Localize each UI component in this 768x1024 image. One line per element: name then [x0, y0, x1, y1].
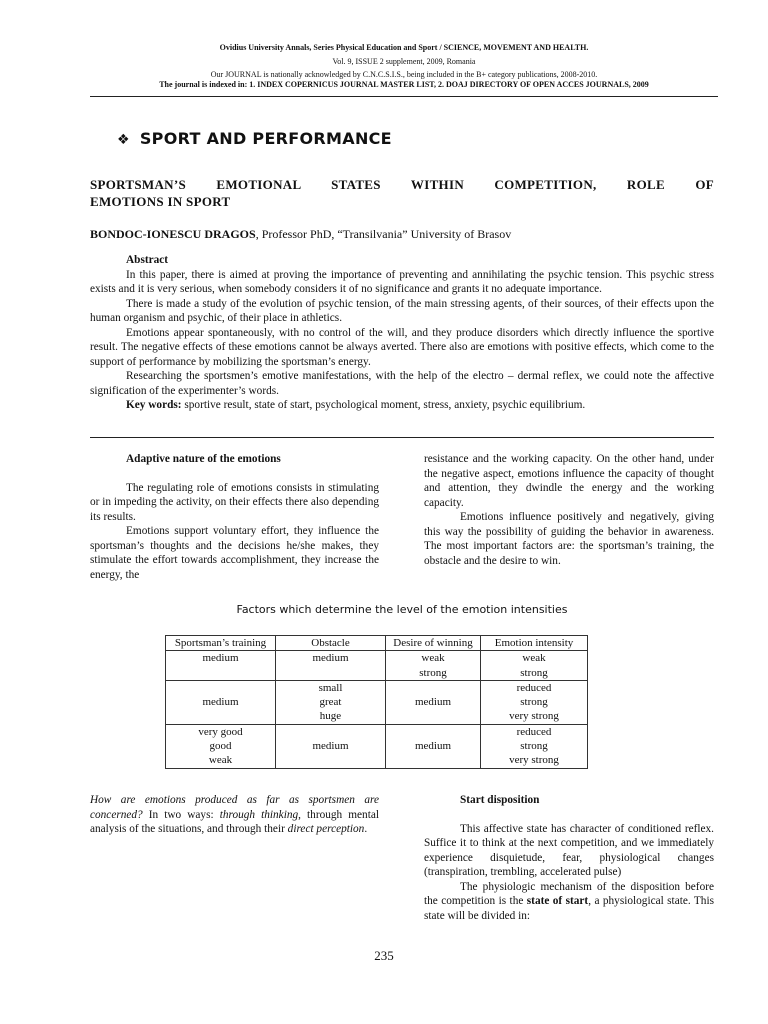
bold-text: state of start	[526, 895, 589, 907]
abstract-paragraph: In this paper, there is aimed at proving the importance of preventing and annihilating the psychic tension. This psychic stress exists and it is very serious, when somebody considers it of no significance and grants it no adequate importance.	[90, 268, 714, 295]
keywords	[90, 398, 714, 413]
article-title-line1: SPORTSMAN’S EMOTIONAL STATES WITHIN COMPETITION, ROLE OF	[90, 177, 714, 192]
abstract-paragraph: Researching the sportsmen’s emotive manifestations, with the help of the electro – dermal reflex, we could note the affective signification of the experimenter’s words.	[90, 370, 714, 397]
italic-text: How are emotions produced as far as sportsmen are concerned?	[90, 794, 379, 821]
section-title: SPORT AND PERFORMANCE	[139, 129, 392, 148]
body-paragraph	[424, 880, 714, 924]
section-heading	[117, 129, 392, 148]
right-column-bottom	[424, 793, 714, 923]
subsection-heading: Adaptive nature of the emotions	[126, 453, 281, 465]
table-cell: reduced strong very strong	[481, 724, 588, 768]
body-paragraph: This affective state has character of conditioned reflex. Suffice it to think at the next competition, and we immediately experience disquietude, fear, physiological changes (transpiration, trembling, accelerated pulse)	[424, 822, 714, 878]
header-rule	[90, 96, 718, 97]
body-paragraph	[90, 793, 379, 837]
table-cell: weak strong	[386, 651, 481, 681]
table-row	[166, 680, 588, 724]
article-title	[90, 176, 714, 210]
table-row	[166, 724, 588, 768]
table-header-cell: Emotion intensity	[481, 636, 588, 651]
keywords-label: Key words:	[126, 399, 182, 411]
left-column-bottom	[90, 793, 379, 837]
italic-text: direct perception	[287, 823, 365, 835]
table-cell: weak strong	[481, 651, 588, 681]
abstract-heading: Abstract	[126, 254, 169, 266]
table-header-row	[166, 636, 588, 651]
keywords-text: sportive result, state of start, psychological moment, stress, anxiety, psychic equilibrium.	[181, 399, 586, 411]
body-paragraph: Emotions influence positively and negatively, giving this way the possibility of guiding the behavior in awareness. The most important factors are: the sportsman’s training, the obstacle and the desire to win.	[424, 511, 714, 567]
journal-title: Ovidius University Annals, Series Physical Education and Sport / SCIENCE, MOVEMENT AND HEALTH.	[219, 43, 589, 52]
journal-accreditation: Our JOURNAL is nationally acknowledged by C.N.C.S.I.S., being included in the B+ category publications, 2008-2010.	[210, 70, 598, 79]
table-cell: very good good weak	[166, 724, 276, 768]
body-paragraph: Emotions support voluntary effort, they influence the sportsman’s thoughts and the decisions he/she makes, they stimulate the effort towards accomplishment, they increase the energy, the	[90, 525, 379, 581]
body-paragraph: resistance and the working capacity. On the other hand, under the negative aspect, emotions influence the capacity of thought and attention, they dwindle the energy and the working capacity.	[424, 453, 714, 509]
text-span: .	[364, 823, 368, 835]
table-cell: medium	[276, 724, 386, 768]
abstract-rule	[90, 437, 714, 438]
text-span: , a physiological state. This state will be divided in:	[424, 895, 714, 922]
table-cell: small great huge	[276, 680, 386, 724]
table-cell: medium	[166, 680, 276, 724]
abstract	[90, 253, 714, 413]
journal-indexing: The journal is indexed in: 1. INDEX COPERNICUS JOURNAL MASTER LIST, 2. DOAJ DIRECTORY OF OPEN ACCES JOURNALS, 2009	[159, 80, 649, 89]
italic-text: through thinking	[219, 808, 299, 821]
body-paragraph: The regulating role of emotions consists in stimulating or in impeding the activity, on their effects there also depending its results.	[90, 481, 379, 523]
text-span: , through mental analysis of the situations, and through their	[90, 808, 379, 835]
table-header-cell: Desire of winning	[386, 636, 481, 651]
diamond-bullet-icon: ❖	[117, 132, 130, 148]
subsection-heading: Start disposition	[460, 794, 540, 806]
table-header-cell: Sportsman’s training	[166, 636, 276, 651]
author-name: BONDOC-IONESCU DRAGOS	[90, 227, 256, 241]
table-cell: medium	[386, 680, 481, 724]
table-row	[166, 651, 588, 681]
emotion-intensity-table	[165, 635, 588, 769]
abstract-paragraph: There is made a study of the evolution of psychic tension, of the main stressing agents, of their sources, of their effects upon the human organism and psychic, of their place in athletics.	[90, 297, 714, 324]
journal-volume: Vol. 9, ISSUE 2 supplement, 2009, Romania	[332, 57, 476, 66]
table-cell: medium	[276, 651, 386, 681]
right-column-top	[424, 452, 714, 568]
left-column-top	[90, 452, 379, 582]
text-span: In two ways:	[142, 808, 220, 821]
table-caption: Factors which determine the level of the emotion intensities	[236, 603, 568, 616]
table-header-cell: Obstacle	[276, 636, 386, 651]
table-cell: reduced strong very strong	[481, 680, 588, 724]
table-cell: medium	[386, 724, 481, 768]
page-number: 235	[374, 948, 394, 963]
author-affiliation: , Professor PhD, “Transilvania” University of Brasov	[255, 227, 512, 241]
article-title-line2: EMOTIONS IN SPORT	[90, 194, 231, 209]
abstract-paragraph: Emotions appear spontaneously, with no control of the will, and they produce disorders which directly influence the sportive result. The negative effects of these emotions cannot be always averted. There also are emotions with positive effects, which come to the support of performance by mobilizing the sportsman’s energy.	[90, 326, 714, 368]
table-cell: medium	[166, 651, 276, 681]
text-span: The physiologic mechanism of the disposition before the competition is the	[424, 880, 714, 907]
author-line	[90, 227, 511, 242]
